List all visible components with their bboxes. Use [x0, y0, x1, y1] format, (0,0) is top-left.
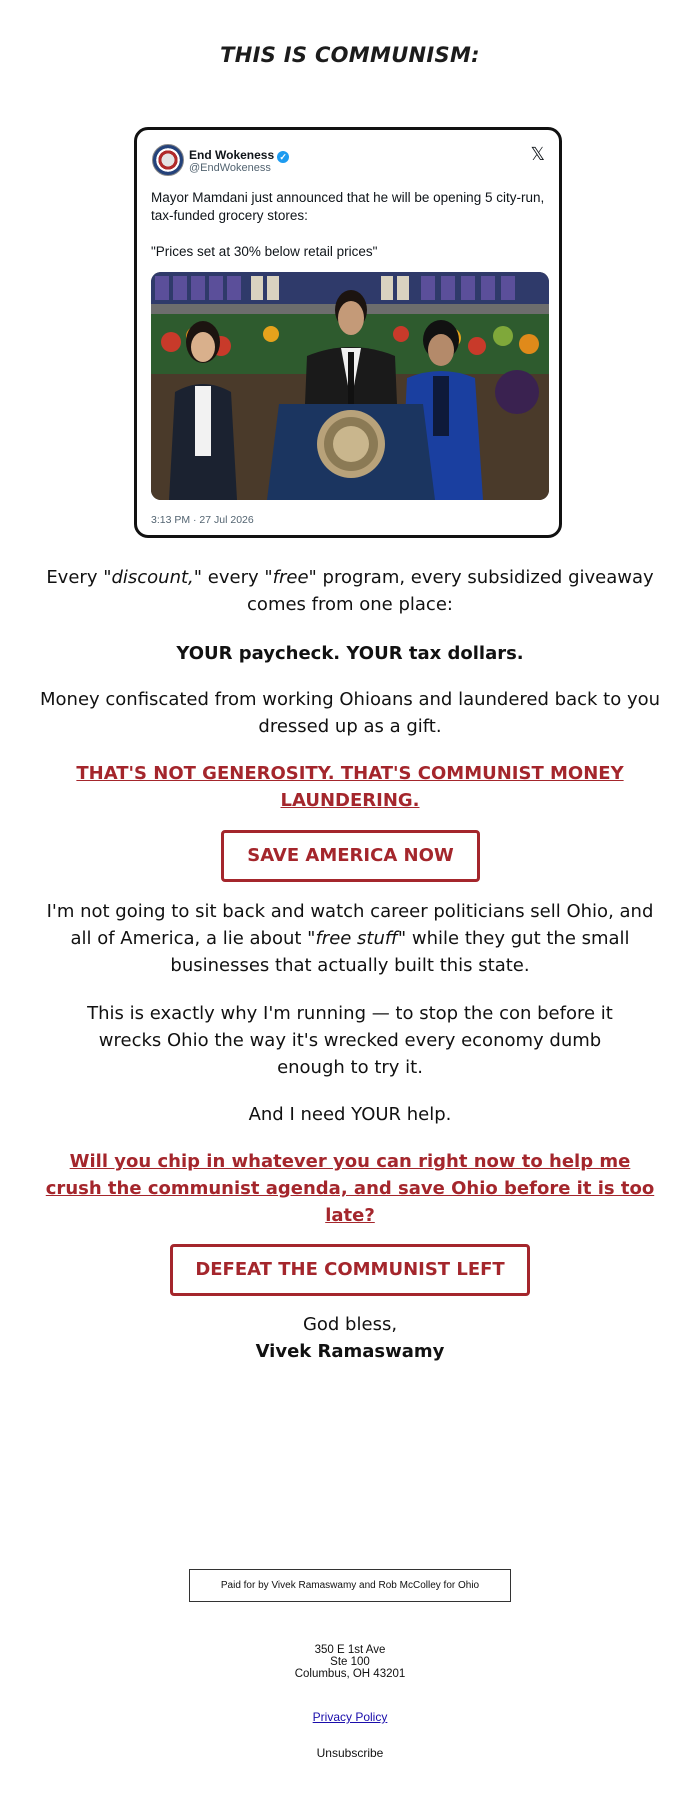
press-conference-photo	[151, 272, 549, 500]
text: program, every subsidized giveaway comes from one place:	[247, 567, 654, 615]
mailing-address	[0, 1644, 700, 1680]
emphasis: "free"	[264, 567, 317, 588]
tweet-author	[189, 148, 289, 163]
embedded-tweet-card[interactable]	[134, 127, 562, 538]
emphasis: "free stuff"	[307, 928, 407, 949]
text: while they gut the small businesses that actually built this state.	[170, 928, 630, 976]
paragraph-career-politicians	[40, 898, 660, 979]
email-body	[0, 43, 700, 1760]
verified-badge-icon: ✓	[277, 151, 289, 163]
signoff: God bless,	[302, 1314, 398, 1335]
generosity-link[interactable]: THAT'S NOT GENEROSITY. THAT'S COMMUNIST MONEY LAUNDERING.	[76, 763, 624, 811]
paragraph-paycheck: YOUR paycheck. YOUR tax dollars.	[176, 643, 524, 664]
paid-for-disclaimer: Paid for by Vivek Ramaswamy and Rob McColley for Ohio	[189, 1569, 511, 1602]
tweet-quote-line: "Prices set at 30% below retail prices"	[151, 244, 378, 259]
tweet-text	[151, 189, 551, 279]
privacy-policy-link[interactable]	[0, 1710, 700, 1724]
save-america-button[interactable]: SAVE AMERICA NOW	[221, 830, 480, 882]
address-line: Ste 100	[330, 1656, 370, 1668]
defeat-communist-left-button[interactable]: DEFEAT THE COMMUNIST LEFT	[170, 1244, 530, 1296]
link-generosity	[40, 760, 660, 814]
paragraph-help: And I need YOUR help.	[248, 1104, 452, 1125]
signature: Vivek Ramaswamy	[255, 1341, 445, 1362]
unsubscribe-link[interactable]: Unsubscribe	[316, 1746, 384, 1760]
link-chip-in	[40, 1148, 660, 1229]
paragraph-running: This is exactly why I'm running — to stop the con before it wrecks Ohio the way it's wrecked every economy dumb enough to try it.	[87, 1003, 613, 1078]
text: Every	[46, 567, 104, 588]
x-logo-icon: 𝕏	[530, 144, 545, 164]
address-line: Columbus, OH 43201	[294, 1668, 406, 1680]
text: every	[202, 567, 265, 588]
address-line: 350 E 1st Ave	[314, 1644, 386, 1656]
text: I'm not going to sit back and watch career politicians sell Ohio, and all of America, a lie about	[46, 901, 654, 949]
emphasis: "discount,"	[103, 567, 203, 588]
tweet-handle: @EndWokeness	[189, 162, 271, 174]
tweet-timestamp: 3:13 PM · 27 Jul 2026	[151, 514, 254, 526]
tweet-text-line: Mayor Mamdani just announced that he will be opening 5 city-run, tax-funded grocery stores:	[151, 190, 545, 223]
avatar	[152, 144, 184, 176]
privacy-policy-label[interactable]: Privacy Policy	[312, 1710, 388, 1724]
headline: THIS IS COMMUNISM:	[220, 43, 480, 67]
tweet-author-name: End Wokeness	[189, 148, 275, 162]
tweet-photo[interactable]	[151, 272, 549, 500]
paragraph-money: Money confiscated from working Ohioans and laundered back to you dressed up as a gift.	[40, 689, 661, 737]
chip-in-link[interactable]: Will you chip in whatever you can right now to help me crush the communist agenda, and save Ohio before it is too late?	[45, 1151, 655, 1226]
paragraph-discount	[40, 564, 660, 618]
